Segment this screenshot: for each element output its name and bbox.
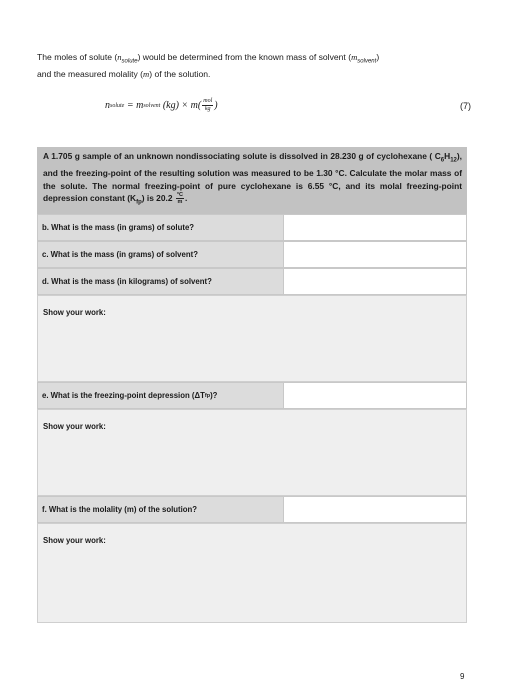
problem-unit-num: °C [176, 192, 183, 199]
question-b: b. What is the mass (in grams) of solute? [38, 215, 283, 240]
work-area-d[interactable] [37, 295, 467, 382]
problem-text-1: A 1.705 g sample of an unknown nondissociating solute is dissolved in 28.230 g of cyclohexane ( C [43, 151, 441, 161]
problem-text-2: H [444, 151, 451, 161]
question-d-row [37, 268, 467, 295]
problem-sub-1: 6 [440, 157, 445, 164]
problem-text-5: . [184, 193, 188, 204]
eq-equals: = m [124, 100, 144, 111]
intro-text-4: and the measured molality ( [37, 69, 144, 80]
question-e-text-2: )? [210, 391, 218, 400]
work-label-f: Show your work: [43, 536, 106, 545]
intro-sub-solute: solute [121, 58, 138, 65]
answer-e-field[interactable] [283, 383, 466, 408]
intro-text-1: The moles of solute ( [37, 52, 118, 62]
problem-text-4: ) is 20.2 [141, 193, 175, 204]
intro-text-5: ) of the solution. [149, 69, 211, 80]
answer-b-field[interactable] [283, 215, 466, 240]
problem-statement [37, 147, 467, 214]
question-e-row [37, 382, 467, 409]
eq-close: ) [214, 100, 218, 111]
question-b-row [37, 214, 467, 241]
eq-frac-num: mol [203, 98, 213, 104]
problem-unit-den: m [177, 199, 183, 206]
problem-unit-fraction [176, 192, 184, 205]
question-f: f. What is the molality (m) of the solution? [38, 497, 283, 522]
eq-kg: (kg) × m( [160, 100, 202, 111]
question-c-row [37, 241, 467, 268]
intro-var-solvent: m [351, 52, 358, 62]
intro-text-2: ) would be determined from the known mass of solvent ( [137, 52, 352, 62]
question-e-text: e. What is the freezing-point depression (ΔT [42, 391, 205, 400]
eq-lhs-sub: solute [110, 102, 125, 109]
equation-7 [105, 98, 218, 113]
eq-fraction [202, 98, 213, 113]
work-label-d: Show your work: [43, 308, 106, 317]
problem-sub-3: fp [136, 199, 142, 206]
work-area-f[interactable] [37, 523, 467, 623]
answer-f-field[interactable] [283, 497, 466, 522]
problem-text-3: ), and the freezing-point of the resulting solution was measured to be 1.30 °C. Calculate the molar mass of the solute. The normal freezing-point of pure cyclohexane is 6.55 °C, and its molal freezing-point depression constant (K [43, 151, 462, 204]
eq-lhs: n [105, 100, 110, 111]
question-e [38, 383, 283, 408]
work-label-e: Show your work: [43, 422, 106, 431]
problem-sub-2: 12 [450, 157, 457, 164]
page-number: 9 [460, 672, 465, 681]
question-e-sub: fp [204, 392, 211, 399]
intro-text-3: ) [376, 52, 380, 62]
intro-var-m: m [143, 69, 150, 80]
eq-frac-den: kg [204, 106, 211, 112]
question-d: d. What is the mass (in kilograms) of solvent? [38, 269, 283, 294]
intro-var-solute: n [117, 52, 122, 62]
eq-rhs-sub: solvent [143, 102, 161, 109]
intro-paragraph [37, 51, 477, 81]
question-f-row [37, 496, 467, 523]
question-c: c. What is the mass (in grams) of solvent? [38, 242, 283, 267]
answer-c-field[interactable] [283, 242, 466, 267]
work-area-e[interactable] [37, 409, 467, 496]
answer-d-field[interactable] [283, 269, 466, 294]
equation-number: (7) [460, 101, 471, 111]
intro-sub-solvent: solvent [357, 58, 377, 65]
